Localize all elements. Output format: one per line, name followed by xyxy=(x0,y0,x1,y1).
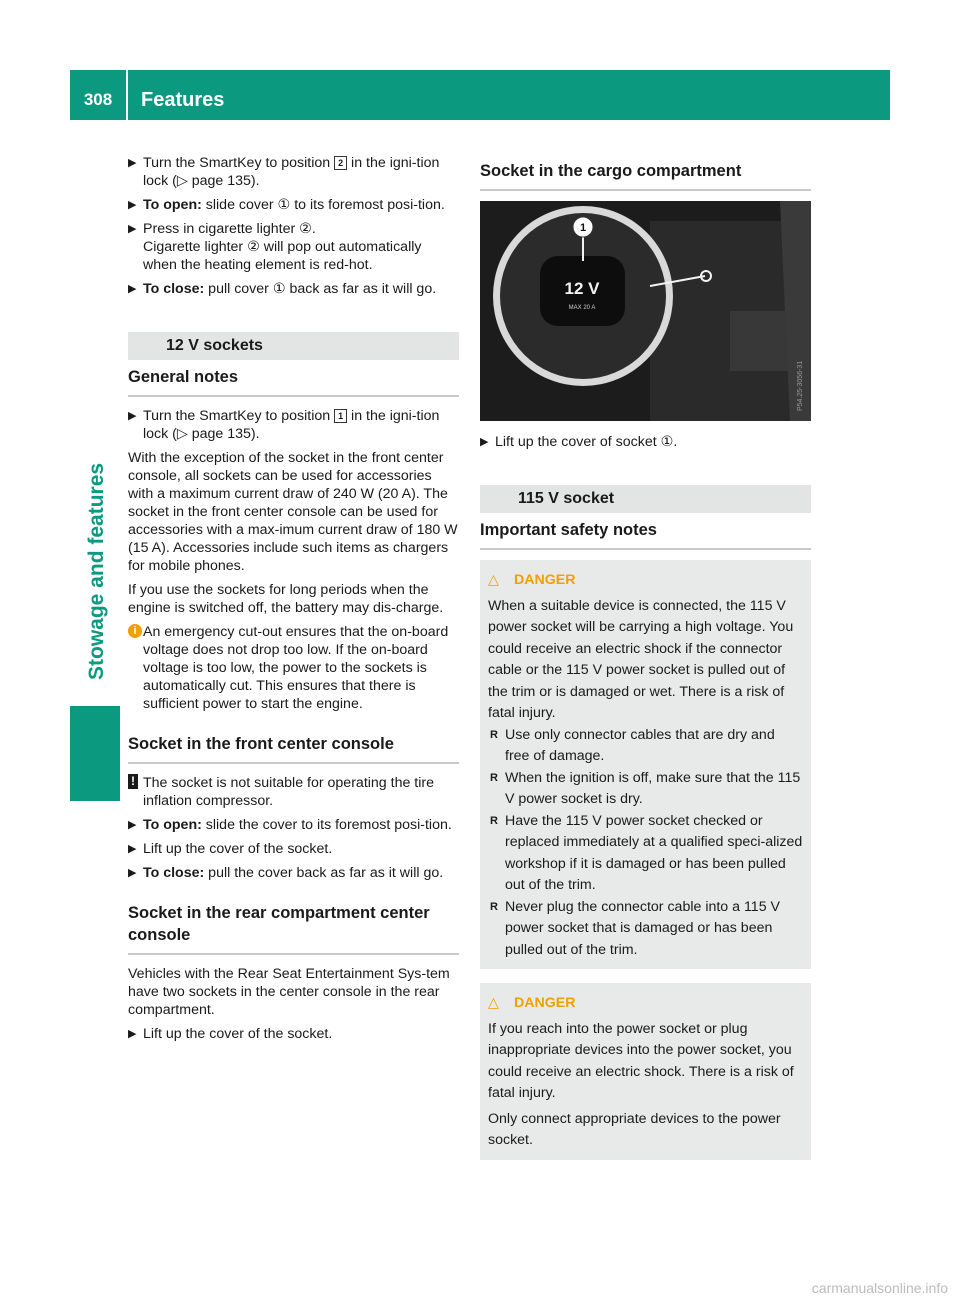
position-marker-icon: 1 xyxy=(334,409,347,423)
instruction-step: ▶ To open: slide cover ① to its foremost posi-tion. xyxy=(128,197,445,213)
warning-triangle-icon: △ xyxy=(488,995,499,1011)
section-heading-12v: 12 V sockets xyxy=(128,332,459,360)
rear-console-heading: Socket in the rear compartment center console xyxy=(128,896,459,955)
cargo-socket-heading: Socket in the cargo compartment xyxy=(480,154,811,191)
page-number: 308 xyxy=(83,90,113,109)
socket-sublabel: MAX 20 A xyxy=(568,305,596,311)
step-arrow-icon: ▶ xyxy=(128,223,137,235)
danger-box xyxy=(480,983,811,1160)
instruction-step: ▶ Lift up the cover of socket ①. xyxy=(480,434,678,450)
instruction-step: ▶ To open: slide the cover to its foremost posi-tion. xyxy=(128,817,452,833)
danger-bullet: R Have the 115 V power socket checked or replaced immediately at a qualified speci-alized workshop if it is damaged or has been pulled out of the trim. xyxy=(490,812,803,893)
danger-text: When a suitable device is connected, the 115 V power socket will be carrying a high voltage. You could receive an electric shock if the connector cable or the 115 V power socket is pulled out of the trim or is damaged or wet. There is a risk of fatal injury. xyxy=(488,597,794,721)
paragraph: With the exception of the socket in the front center console, all sockets can be used for accessories with a maximum current draw of 240 W (20 A). The socket in the front center console can be used for accessories with a max-imum current draw of 180 W (15 A). Accessories include such items as chargers for mobile phones. xyxy=(128,450,458,574)
left-column xyxy=(128,154,459,1049)
step-arrow-icon: ▶ xyxy=(128,819,137,831)
step-arrow-icon: ▶ xyxy=(128,1028,137,1040)
danger-text: If you reach into the power socket or plug inappropriate devices into the power socket, you could receive an electric shock. There is a risk of fatal injury. xyxy=(488,1020,794,1101)
step-arrow-icon: ▶ xyxy=(128,843,137,855)
socket-label: 12 V xyxy=(564,279,600,298)
step-arrow-icon: ▶ xyxy=(128,199,137,211)
info-icon: i xyxy=(128,624,142,638)
instruction-step: ▶ To close: pull cover ① back as far as it will go. xyxy=(128,281,437,297)
danger-bullet: R Never plug the connector cable into a 115 V power socket that is damaged or has been pulled out of the trim. xyxy=(490,898,780,958)
info-note: i An emergency cut-out ensures that the on-board voltage does not drop too low. If the on-board voltage is too low, the power to the sockets is automatically cut. This ensures that there is sufficient power to start the engine. xyxy=(128,623,459,713)
chapter-title: Features xyxy=(141,89,225,111)
danger-box xyxy=(480,560,811,969)
side-tab-label: Stowage and features xyxy=(85,462,108,680)
instruction-step: ▶ Lift up the cover of the socket. xyxy=(128,841,333,857)
step-arrow-icon: ▶ xyxy=(128,867,137,879)
paragraph: If you use the sockets for long periods when the engine is switched off, the battery may dis-charge. xyxy=(128,582,444,616)
exclamation-icon: ! xyxy=(128,774,138,789)
danger-label: DANGER xyxy=(514,995,576,1011)
paragraph: Vehicles with the Rear Seat Entertainment Sys-tem have two sockets in the center console in the rear compartment. xyxy=(128,966,450,1018)
image-code: P54.25-3056-31 xyxy=(797,360,804,411)
warning-triangle-icon: △ xyxy=(488,572,499,588)
step-arrow-icon: ▶ xyxy=(128,157,137,169)
instruction-step: ▶ To close: pull the cover back as far as it will go. xyxy=(128,865,444,881)
footer-watermark: carmanualsonline.info xyxy=(811,1280,948,1296)
danger-label: DANGER xyxy=(514,572,576,588)
instruction-step: ▶ Turn the SmartKey to position 1 in the igni-tion lock (▷ page 135). xyxy=(128,408,440,442)
step-arrow-icon: ▶ xyxy=(128,283,137,295)
header-divider xyxy=(126,70,128,120)
safety-notes-heading: Important safety notes xyxy=(480,513,811,550)
danger-text: Only connect appropriate devices to the power socket. xyxy=(488,1110,781,1148)
step-arrow-icon: ▶ xyxy=(128,410,137,422)
general-notes-heading: General notes xyxy=(128,360,459,397)
instruction-step: ▶ Lift up the cover of the socket. xyxy=(128,1026,333,1042)
callout-number: 1 xyxy=(579,222,587,234)
cargo-socket-illustration xyxy=(480,201,811,421)
right-column xyxy=(480,154,811,1174)
warning-note: ! The socket is not suitable for operating the tire inflation compressor. xyxy=(128,774,459,810)
side-tab-block xyxy=(70,706,120,801)
danger-bullet: R Use only connector cables that are dry and free of damage. xyxy=(490,726,775,764)
cargo-socket-photo xyxy=(480,201,811,421)
instruction-step: ▶ Press in cigarette lighter ②. Cigarette lighter ② will pop out automatically when the heating element is red-hot. xyxy=(128,221,422,273)
danger-bullet: R When the ignition is off, make sure that the 115 V power socket is dry. xyxy=(490,769,801,807)
front-console-heading: Socket in the front center console xyxy=(128,727,459,764)
instruction-step: ▶ Turn the SmartKey to position 2 in the igni-tion lock (▷ page 135). xyxy=(128,155,440,189)
position-marker-icon: 2 xyxy=(334,156,347,170)
step-arrow-icon: ▶ xyxy=(480,436,489,448)
section-heading-115v: 115 V socket xyxy=(480,485,811,513)
